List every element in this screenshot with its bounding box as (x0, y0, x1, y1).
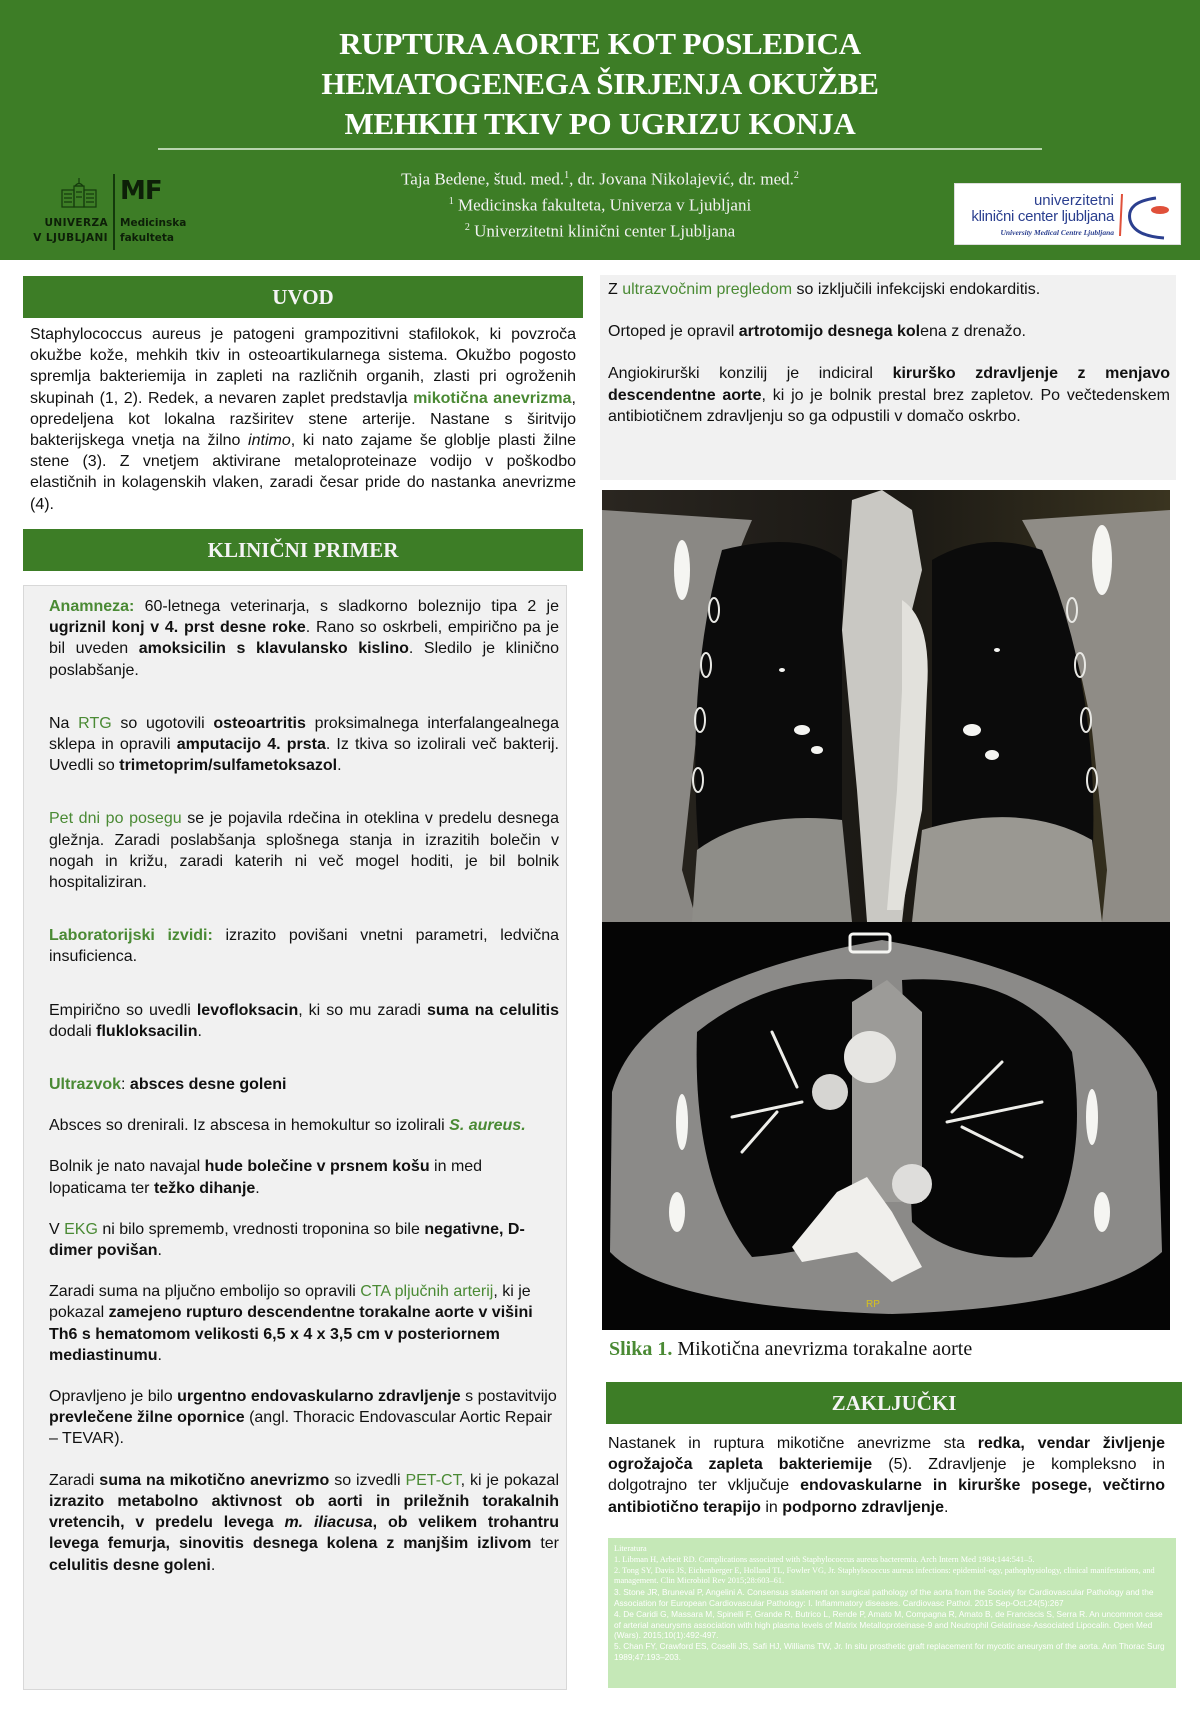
ct-orientation-label: RP (866, 1299, 880, 1310)
bold-text: težko dihanje (153, 1179, 256, 1197)
university-name-line: V LJUBLJANI (33, 232, 108, 244)
author-2: dr. Jovana Nikolajević, dr. med. (577, 169, 794, 189)
paragraph-pet-dni (49, 808, 559, 893)
text-run: . (157, 1242, 162, 1260)
university-name (18, 216, 108, 246)
bold-text: trimetoprim/sulfametoksazol (119, 757, 338, 775)
ukc-name-line-2: klinični center ljubljana (971, 208, 1114, 225)
highlight-term: mikotična anevrizma (413, 389, 572, 407)
references-box (608, 1538, 1176, 1688)
text-run: . Rano so oskrbeli, empirično pa je bil uveden (49, 619, 560, 658)
bold-text: amputacijo 4. prsta (176, 736, 326, 754)
affiliation-1 (300, 191, 900, 217)
section-heading-uvod: UVOD (23, 276, 583, 318)
label: Anamneza: (49, 598, 135, 615)
text-run: Staphylococcus aureus je patogeni grampozitivni stafilokok, ki povzroča okužbe kože, mehkih tkiv in osteoartikularnega sistema. Okužbo pogosto spremlja bakteriemija in zapleti na različnih organih, zlasti pri ogroženih skupinah (1, 2). Redek, a nevaren zaplet predstavlja (30, 326, 576, 407)
bold-text: suma na celulitis (426, 1001, 560, 1019)
uvod-text (30, 324, 576, 515)
text-run: . (197, 1022, 202, 1040)
paragraph-absces (49, 1115, 559, 1136)
title-line: HEMATOGENEGA ŠIRJENJA OKUŽBE (321, 66, 879, 101)
affiliation-number: 2 (464, 222, 470, 234)
text-run: . (255, 1179, 260, 1197)
bold-text: ugriznil konj v 4. prst desne roke (49, 619, 306, 637)
text-run: , ki je pokazal (460, 1471, 559, 1489)
faculty-name-line: Medicinska (120, 217, 187, 229)
italic-term: intimo (248, 432, 291, 450)
poster-title (150, 24, 1050, 144)
label: Pet dni po posegu (49, 810, 182, 828)
paragraph-bolecine (49, 1156, 559, 1198)
text-run: . (337, 757, 342, 775)
poster-header (0, 0, 1200, 260)
ct-axial-image (602, 922, 1170, 1330)
figure-caption (609, 1338, 972, 1361)
authors-block (300, 165, 900, 243)
text-run: , ki so mu zaradi (298, 1001, 427, 1019)
text-run: Z (608, 281, 623, 298)
italic-term: m. iliacusa (284, 1514, 373, 1532)
label: CTA pljučnih arterij (360, 1283, 494, 1301)
ct-coronal-image (602, 490, 1170, 922)
author-1-affiliation: 1 (564, 170, 570, 181)
paragraph-ortoped (608, 321, 1170, 342)
bold-text: celulitis desne goleni (49, 1556, 211, 1574)
text-run: Opravljeno je bilo (49, 1388, 178, 1406)
text-run: Na (49, 714, 79, 732)
separator: , (569, 169, 578, 189)
text-run: in med lopaticama ter (49, 1158, 483, 1197)
text-run: , ki nato zajame še globlje plasti žilne stene (3). Z vnetjem aktivirane metaloproteinaze vodijo v poškodbo elastičnih in kolagenskih vlaken, zaradi česar pride do nastanka anevrizme (4). (30, 432, 577, 513)
conclusions-text (608, 1433, 1165, 1518)
text-run: , opredeljena kot lokalna razširitev stene arterije. Nastane s širitvijo bakterijskega vnetja na žilno (30, 389, 576, 450)
bold-text: prevlečene žilne opornice (49, 1409, 245, 1427)
case-continuation-text (608, 279, 1170, 448)
text-run: ter (531, 1535, 559, 1553)
ct-axial-illustration (602, 922, 1170, 1330)
bold-text: zamejeno rupturo descendentne torakalne aorte v višini Th6 s hematomom velikosti 6,5 x 4 x 3,5 cm v posteriornem mediastinumu (49, 1304, 533, 1364)
ukc-emblem-icon (1116, 188, 1176, 242)
text-run: so izvedli (329, 1471, 406, 1489)
text-run: (angl. Thoracic Endovascular Aortic Repair – TEVAR). (49, 1409, 553, 1448)
label: ultrazvočnim pregledom (622, 281, 793, 298)
text-run: proksimalnega interfalangealnega sklepa in opravili (49, 714, 559, 754)
university-name-line: UNIVERZA (44, 217, 108, 229)
bold-text: kirurško zdravljenje z menjavo descendentne aorte (608, 365, 1171, 404)
university-building-icon (60, 178, 98, 208)
text-run: Empirično so uvedli (49, 1001, 197, 1019)
pathogen-name: S. aureus. (449, 1117, 526, 1135)
text-run: . (210, 1556, 216, 1574)
reference-item: 3. Stone JR, Bruneval P, Angelini A. Consensus statement on surgical pathology of the aorta from the Society for Cardiovascular Pathology and the Association for European Cardiovascular Pathology: I. Inflammatory diseases. Cardiovasc Pathol. 2015 Sep-Oct;24(5):267 (614, 1587, 1154, 1608)
text-run: 60-letnega veterinarja, s sladkorno boleznijo tipa 2 je (134, 598, 559, 615)
bold-text: hude bolečine v prsnem košu (204, 1158, 430, 1176)
paragraph-tevar (49, 1386, 559, 1450)
author-line (300, 165, 900, 191)
bold-text: endovaskularne in kirurške posege, večtirno antibiotično terapijo (608, 1477, 1165, 1516)
bold-text: artrotomijo desnega kol (738, 323, 921, 341)
text-run: Absces so drenirali. Iz abscesa in hemokultur so izolirali (49, 1117, 450, 1135)
affiliation-number: 1 (448, 196, 454, 208)
label: Laboratorijski izvidi: (49, 927, 213, 945)
case-report-text (49, 596, 559, 1596)
paragraph-rtg (49, 713, 559, 777)
paragraph-ekg (49, 1219, 559, 1261)
title-divider (158, 148, 1042, 150)
text-run: , ki je pokazal (49, 1283, 531, 1322)
label: Ultrazvok (49, 1076, 122, 1094)
university-ljubljana-mf-logo (18, 172, 187, 252)
paragraph-angiokirurski (608, 363, 1170, 427)
bold-text: amoksicilin s klavulansko kislino (138, 640, 409, 658)
bold-text: podporno zdravljenje (782, 1498, 945, 1516)
label: PET-CT (405, 1471, 461, 1489)
author-1: Taja Bedene, štud. med. (401, 169, 565, 189)
bold-text: levofloksacin (196, 1001, 299, 1019)
bold-text: absces desne goleni (129, 1076, 287, 1094)
text-run: (5). Zdravljenje je kompleksno in dolgotrajno ter vključuje (608, 1456, 1166, 1495)
paragraph-empiricno (49, 1000, 559, 1042)
figure-caption-text: Mikotična anevrizma torakalne aorte (672, 1338, 973, 1360)
faculty-name (120, 216, 186, 246)
title-line: RUPTURA AORTE KOT POSLEDICA (339, 26, 861, 61)
ukc-name-line-1: univerzitetni (1033, 192, 1114, 209)
text-run: ni bilo sprememb, vrednosti troponina so bile (97, 1220, 425, 1238)
bold-text: redka, vendar življenje ogrožajoča zapleta bakteriemije (608, 1435, 1166, 1474)
ct-coronal-illustration (602, 490, 1170, 922)
paragraph-laboratorij (49, 925, 559, 967)
mf-mark: MF (120, 176, 162, 206)
bold-text: suma na mikotično anevrizmo (99, 1471, 330, 1489)
bold-text: , ob velikem trohantru levega femurja, sinovitis desnega kolena z manjšim izlivom (49, 1514, 559, 1553)
text-run: in (760, 1498, 783, 1516)
text-run: : (121, 1076, 130, 1094)
bold-text: negativne, D-dimer povišan (49, 1220, 525, 1260)
title-line: MEHKIH TKIV PO UGRIZU KONJA (344, 106, 856, 141)
paragraph-pet-ct (49, 1470, 559, 1576)
bold-text: urgentno endovaskularno zdravljenje (177, 1388, 461, 1406)
text-run: . Iz tkiva so izolirali več bakterij. Uvedli so (49, 736, 559, 775)
reference-item: 2. Tong SY, Davis JS, Eichenberger E, Holland TL, Fowler VG, Jr. Staphylococcus aureus infections: epidemiol-ogy, pathophysiology, clinical manifestations, and management. Clin Microbiol Rev 2015;28:603–61. (614, 1565, 1155, 1586)
text-run: . (944, 1498, 949, 1516)
logo-divider (113, 174, 115, 250)
text-run: so ugotovili (111, 714, 214, 732)
text-run: Nastanek in ruptura mikotične anevrizme sta (608, 1435, 978, 1452)
section-heading-zakljucki: ZAKLJUČKI (606, 1382, 1182, 1424)
paragraph-ultrazvok (49, 1074, 559, 1095)
text-run: so izključili infekcijski endokarditis. (792, 281, 1041, 298)
bold-text: izrazito metabolno aktivnost ob aorti in priležnih torakalnih vretencih, v predelu levega (49, 1492, 559, 1532)
affiliation-2 (300, 217, 900, 243)
text-run: Bolnik je nato navajal (49, 1158, 205, 1176)
paragraph-ultrazvocni (608, 279, 1170, 300)
author-2-affiliation: 2 (793, 170, 799, 181)
text-run: Ortoped je opravil (608, 323, 739, 341)
case-report-box (23, 585, 567, 1690)
figure-label: Slika 1. (609, 1338, 673, 1360)
case-continuation-box (600, 275, 1176, 480)
ukc-english-name: University Medical Centre Ljubljana (1000, 228, 1114, 237)
text-run: V (49, 1220, 65, 1238)
faculty-name-line: fakulteta (120, 232, 174, 244)
affiliation-text: Univerzitetni klinični center Ljubljana (469, 221, 736, 241)
text-run: , ki jo je bolnik prestal brez zapletov. Po večtedenskem antibiotičnem zdravljenju so ga odpustili v domačo oskrbo. (608, 386, 1171, 425)
text-run: s postavitvijo (460, 1388, 557, 1406)
text-run: Angiokirurški konzilij je indiciral (608, 365, 893, 383)
paragraph-cta (49, 1281, 559, 1366)
text-run: Zaradi suma na pljučno embolijo so opravili (49, 1283, 361, 1301)
text-run: izrazito povišani vnetni parametri, ledvična insuficienca. (49, 927, 560, 966)
bold-text: osteoartritis (213, 714, 306, 732)
references-heading: Literatura (614, 1544, 647, 1553)
text-run: . (157, 1346, 162, 1364)
paragraph-anamneza (49, 596, 559, 681)
label: RTG (78, 714, 112, 732)
label: EKG (64, 1220, 98, 1238)
reference-item: 5. Chan FY, Crawford ES, Coselli JS, Safi HJ, Williams TW, Jr. In situ prosthetic graft replacement for mycotic aneurysm of the aorta. Ann Thorac Surg 1989;47:193–203. (614, 1641, 1165, 1662)
section-heading-klinicni-primer: KLINIČNI PRIMER (23, 529, 583, 571)
affiliation-text: Medicinska fakulteta, Univerza v Ljubljani (453, 195, 752, 215)
bold-text: flukloksacilin (96, 1022, 198, 1040)
text-run: se je pojavila rdečina in oteklina v predelu desnega gležnja. Zaradi poslabšanja splošnega stanja in izrazitih bolečin v nogah in križu, zaradi katerih ni več mogel hoditi, je bil bolnik hospitaliziran. (49, 810, 559, 892)
text-run: dodali (49, 1022, 97, 1040)
reference-item: 1. Libman H, Arbeit RD. Complications associated with Staphylococcus aureus bacteremia. Arch Intern Med 1984;144:541–5. (614, 1554, 1035, 1564)
reference-item: 4. De Caridi G, Massara M, Spinelli F, Grande R, Butrico L, Rende P, Amato M, Compagna R, Amato B, de Franciscis S, Serra R. An uncommon case of arterial aneurysms association with high plasma levels of Matrix Metalloproteinase-9 and Neutrophil Gelatinase-Associated Lipocalin. Open Med (Wars). 2015;10(1):492-497. (614, 1608, 1163, 1641)
text-run: ena z drenažo. (920, 323, 1026, 341)
ukc-ljubljana-logo (954, 183, 1181, 245)
text-run: . Sledilo je klinično poslabšanje. (49, 640, 559, 679)
text-run: Zaradi (49, 1471, 100, 1489)
